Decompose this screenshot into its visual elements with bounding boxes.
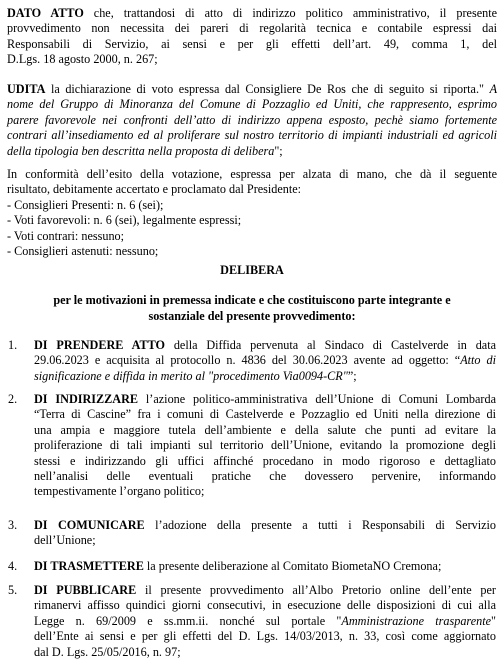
list-item-number: 2.	[8, 392, 18, 406]
text: parere favorevole nei confronti dell’atto di indirizzo appena esposto, pechè siamo fortemente	[7, 112, 497, 127]
text: la presente deliberazione al Comitato BiometaNO Cremona;	[146, 559, 442, 573]
text: Amministrazione trasparente	[341, 613, 492, 628]
text: Responsabili di Servizio, ai sensi e per gli effetti dell’art. 49, comma 1, del	[7, 36, 497, 51]
text: stessi e indirizzando gli uffici affinché procedano in modo rigoroso e dettagliato	[34, 453, 496, 468]
text: risultato, debitamente accertato e proclamato dal Presidente:	[7, 182, 302, 197]
list-item-number: 3.	[8, 518, 18, 532]
delibera-subtitle-line1: per le motivazioni in premessa indicate e che costituiscono parte integrante e	[53, 293, 451, 307]
text: In conformità dell’esito della votazione, espressa per alzata di mano, che dà il seguente	[7, 167, 497, 181]
list-item-number: 1.	[8, 338, 18, 352]
text: Legge n. 69/2009 e ss.mm.ii. nonché sul portale "	[34, 613, 342, 628]
text: "	[491, 613, 496, 628]
text: 29.06.2023 e acquisita al protocollo n. 4836 del 30.06.2023 avente ad oggetto: “	[34, 353, 461, 368]
list-item-number: 5.	[8, 583, 18, 597]
text: l’azione politico-amministrativa dell’Unione di Comuni Lombarda	[145, 392, 496, 406]
list-item	[8, 559, 496, 574]
delibera-heading: DELIBERA	[220, 263, 284, 277]
list-item	[8, 338, 496, 384]
text: significazione e diffida in merito al "procedimento Via0094-CR"	[34, 368, 348, 383]
text: ";	[274, 143, 283, 158]
text: nome del Gruppo di Minoranza del Comune di Pozzaglio ed Uniti, che rappresento, esprimo	[7, 97, 497, 112]
text: contrari all’insediamento ed al proliferare sul nostro territorio di impianti industriali ed agricoli	[7, 128, 497, 143]
text: della tipologia ben descritta nella proposta di delibera	[7, 143, 275, 158]
text: tempestivamente l’organo politico;	[34, 484, 205, 499]
text: dell’Ente ai sensi e per gli effetti del D. Lgs. 14/03/2013, n. 33, così come aggiornato	[34, 629, 496, 644]
list-item	[8, 583, 496, 660]
text: “Terra di Cascine” fra i comuni di Castelverde e Pozzaglio ed Uniti nella direzione di	[34, 407, 496, 422]
text: D.Lgs. 18 agosto 2000, n. 267;	[7, 52, 158, 67]
text: una ampia e maggiore tutela dell’ambiente e della salute che punti ad evitare la	[34, 422, 496, 437]
votazione-paragraph	[7, 167, 497, 259]
udita-paragraph	[7, 82, 497, 159]
udita-lead: UDITA	[7, 82, 46, 96]
list-item	[8, 518, 497, 549]
text: provvedimento non necessita dei pareri di regolarità tecnica e contabile espressi dai	[7, 21, 497, 36]
text: dell’Unione;	[34, 533, 96, 548]
text: il presente provvedimento all’Albo Pretorio online dell’ente per	[144, 583, 496, 597]
text: la dichiarazione di voto espressa dal Consigliere De Ros che di seguito si riporta."	[50, 82, 484, 96]
item-lead: DI COMUNICARE	[34, 518, 145, 532]
item-lead: DI TRASMETTERE	[34, 559, 144, 573]
text: che, trattandosi di atto di indirizzo politico amministrativo, il presente	[93, 6, 498, 20]
item-lead: DI PRENDERE ATTO	[34, 338, 165, 352]
delibera-subtitle-line2: sostanziale del presente provvedimento:	[148, 309, 356, 323]
text: proliferazione di tali impianti sul territorio dell’Unione, evitando la promozione degli	[34, 438, 496, 453]
text: dal D. Lgs. 25/05/2016, n. 97;	[34, 644, 181, 659]
list-item-number: 4.	[8, 559, 18, 573]
text: - Consiglieri astenuti: nessuno;	[7, 244, 159, 259]
item-lead: DI PUBBLICARE	[34, 583, 137, 597]
text: - Voti favorevoli: n. 6 (sei), legalmente espressi;	[7, 213, 242, 228]
text: - Voti contrari: nessuno;	[7, 228, 125, 243]
text: - Consiglieri Presenti: n. 6 (sei);	[7, 197, 164, 212]
text: nell’analisi delle eventuali pratiche che dovessero pervenire, informando	[34, 469, 496, 484]
item-lead: DI INDIRIZZARE	[34, 392, 139, 406]
list-item	[8, 392, 496, 500]
text: della Diffida pervenuta al Sindaco di Castelverde in data	[173, 338, 496, 352]
text: ”;	[347, 368, 357, 383]
text: Atto di	[460, 353, 496, 368]
text: l’adozione della presente a tutti i Responsabili di Servizio	[155, 518, 497, 532]
dato-atto-paragraph	[7, 6, 497, 68]
text: A	[489, 82, 498, 96]
dato-atto-lead: DATO ATTO	[7, 6, 84, 20]
text: rimanervi affisso quindici giorni consecutivi, in esecuzione delle disposizioni di cui alla	[34, 598, 496, 613]
